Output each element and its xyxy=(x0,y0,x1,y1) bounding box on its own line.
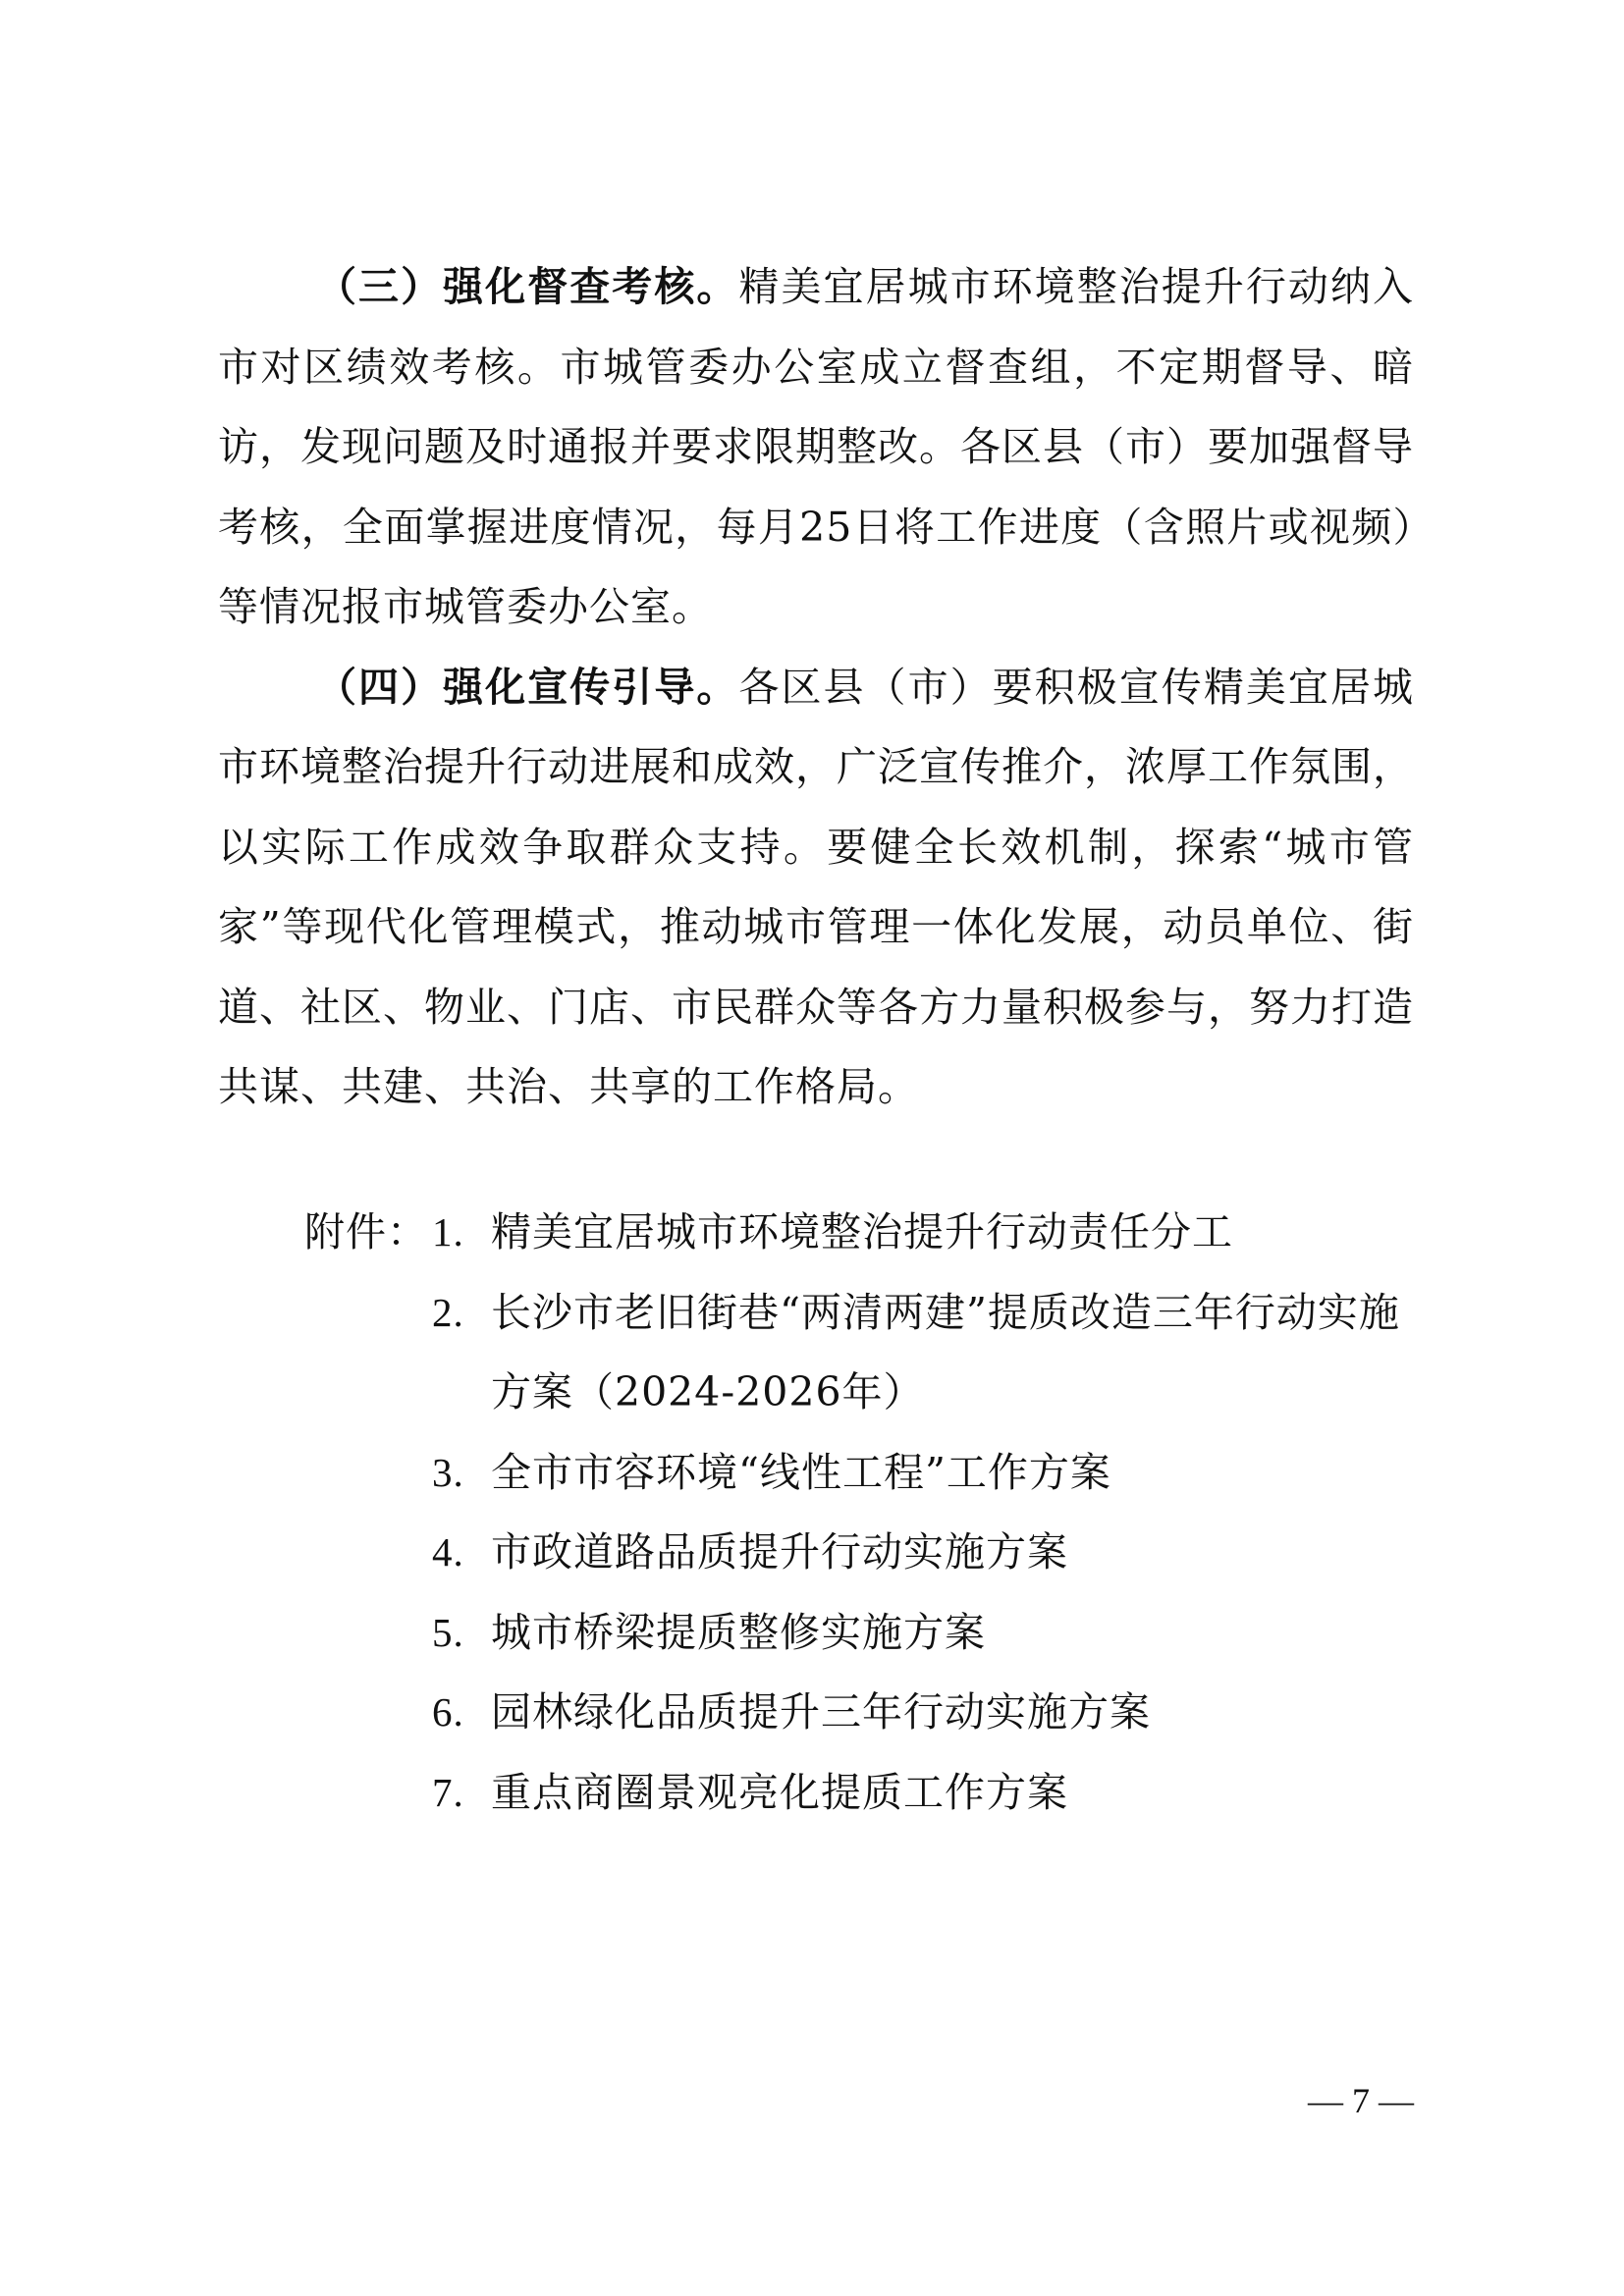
attachment-number: 3. xyxy=(432,1449,464,1495)
body-text xyxy=(218,247,1414,1128)
attachment-title: 市政道路品质提升行动实施方案 xyxy=(491,1528,1068,1575)
attachment-number: 6. xyxy=(432,1689,464,1735)
page-number: — 7 — xyxy=(1308,2081,1414,2120)
list-item xyxy=(304,1673,1424,1753)
attachment-title: 城市桥梁提质整修实施方案 xyxy=(491,1608,986,1656)
list-item xyxy=(304,1593,1424,1674)
attachment-number: 5. xyxy=(432,1609,464,1655)
attachment-title: 长沙市老旧街巷“两清两建”提质改造三年行动实施方案（2024-2026年） xyxy=(491,1288,1400,1415)
attachments-label: 附件： xyxy=(304,1208,428,1255)
attachment-number: 4. xyxy=(432,1529,464,1575)
attachment-number: 2. xyxy=(432,1289,464,1335)
list-item xyxy=(304,1273,1424,1433)
paragraph-body: 精美宜居城市环境整治提升行动纳入市对区绩效考核。市城管委办公室成立督查组，不定期督导、暗访，发现问题及时通报并要求限期整改。各区县（市）要加强督导考核，全面掌握进度情况，每月25日将工作进度（含照片或视频）等情况报市城管委办公室。 xyxy=(218,263,1415,630)
attachment-title: 园林绿化品质提升三年行动实施方案 xyxy=(491,1688,1151,1735)
paragraph-heading: （三）强化督查考核。 xyxy=(316,263,739,310)
attachment-title: 全市市容环境“线性工程”工作方案 xyxy=(491,1448,1111,1496)
list-item xyxy=(304,1753,1424,1834)
attachment-number: 1. xyxy=(432,1209,464,1255)
attachment-title: 精美宜居城市环境整治提升行动责任分工 xyxy=(491,1208,1233,1255)
paragraph-heading: （四）强化宣传引导。 xyxy=(316,663,739,711)
paragraph-publicity xyxy=(218,648,1414,1128)
paragraph-supervision xyxy=(218,247,1414,648)
paragraph-body: 各区县（市）要积极宣传精美宜居城市环境整治提升行动进展和成效，广泛宣传推介，浓厚工作氛围，以实际工作成效争取群众支持。要健全长效机制，探索“城市管家”等现代化管理模式，推动城市管理一体化发展，动员单位、街道、社区、物业、门店、市民群众等各方力量积极参与，努力打造共谋、共建、共治、共享的工作格局。 xyxy=(218,663,1415,1110)
list-item xyxy=(304,1193,1424,1273)
attachment-title: 重点商圈景观亮化提质工作方案 xyxy=(491,1768,1068,1816)
attachments-list xyxy=(304,1193,1424,1833)
attachment-number: 7. xyxy=(432,1769,464,1815)
list-item xyxy=(304,1433,1424,1514)
list-item xyxy=(304,1513,1424,1593)
